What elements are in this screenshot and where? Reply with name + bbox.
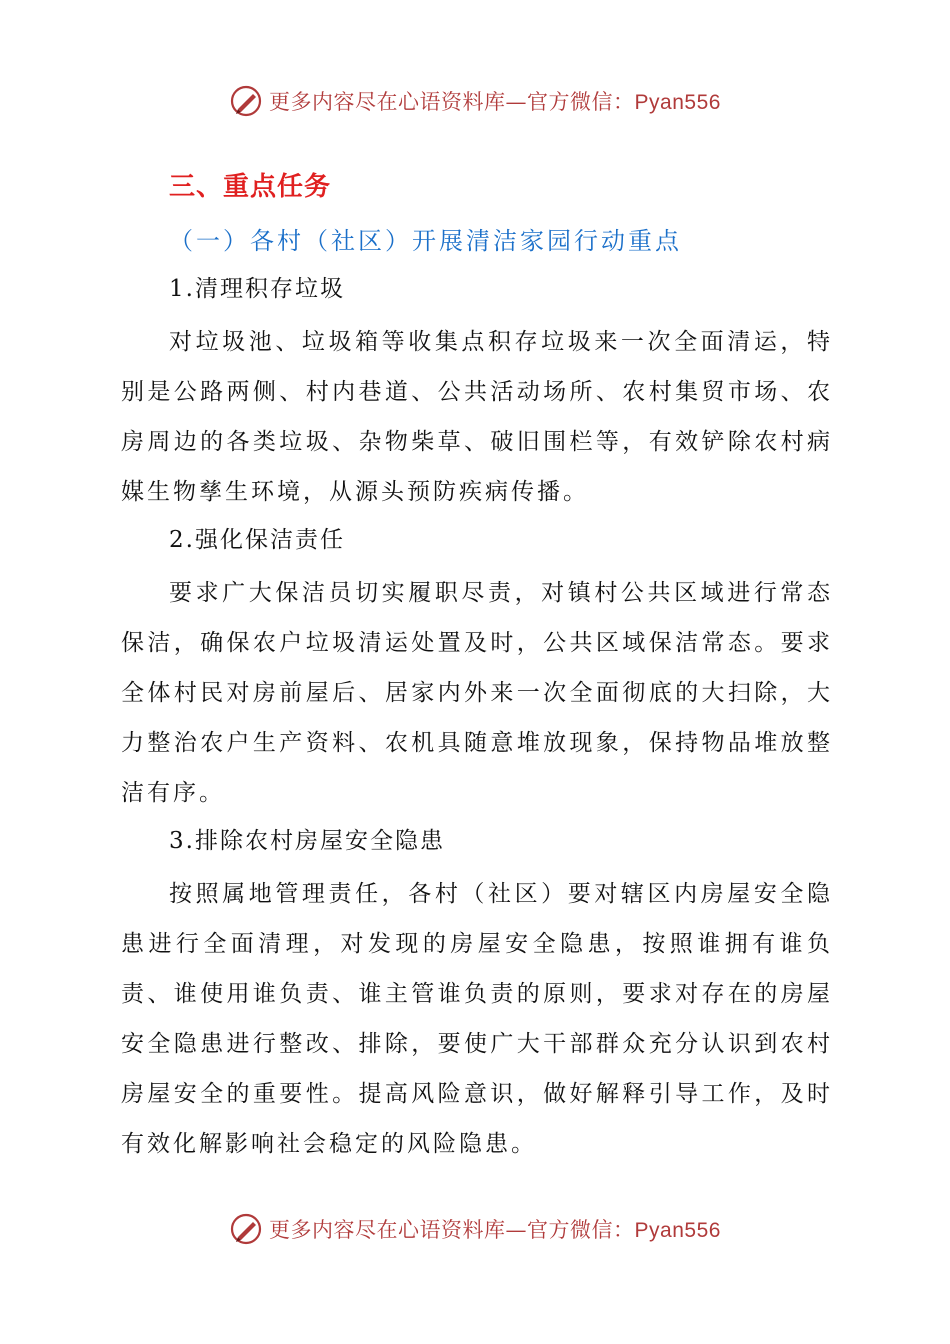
header-banner	[0, 84, 950, 124]
item-paragraph-2: 要求广大保洁员切实履职尽责，对镇村公共区域进行常态保洁，确保农户垃圾清运处置及时，公共区域保洁常态。要求全体村民对房前屋后、居家内外来一次全面彻底的大扫除，大力整治农户生产资料、农机具随意堆放现象，保持物品堆放整洁有序。	[121, 580, 833, 806]
item-paragraph-1: 对垃圾池、垃圾箱等收集点积存垃圾来一次全面清运，特别是公路两侧、村内巷道、公共活动场所、农村集贸市场、农房周边的各类垃圾、杂物柴草、破旧围栏等，有效铲除农村病媒生物孳生环境，从源头预防疾病传播。	[121, 329, 833, 505]
pen-logo-icon	[229, 1212, 263, 1246]
section-title: 三、重点任务	[169, 172, 332, 202]
header-banner-text: 更多内容尽在心语资料库—官方微信：Pyan556	[269, 90, 721, 114]
pen-logo-icon	[229, 84, 263, 118]
item-heading-2: 2.强化保洁责任	[169, 527, 345, 553]
document-body	[121, 166, 833, 1173]
item-heading-1: 1.清理积存垃圾	[169, 276, 345, 302]
item-heading-3: 3.排除农村房屋安全隐患	[169, 828, 445, 854]
footer-banner-text: 更多内容尽在心语资料库—官方微信：Pyan556	[269, 1218, 721, 1242]
footer-banner	[0, 1212, 950, 1252]
footer-banner-id: Pyan556	[634, 1219, 721, 1242]
subsection-title: （一）各村（社区）开展清洁家园行动重点	[169, 227, 682, 255]
item-paragraph-3: 按照属地管理责任，各村（社区）要对辖区内房屋安全隐患进行全面清理，对发现的房屋安全隐患，按照谁拥有谁负责、谁使用谁负责、谁主管谁负责的原则，要求对存在的房屋安全隐患进行整改、排除，要使广大干部群众充分认识到农村房屋安全的重要性。提高风险意识，做好解释引导工作，及时有效化解影响社会稳定的风险隐患。	[121, 881, 833, 1157]
header-banner-id: Pyan556	[634, 91, 721, 114]
